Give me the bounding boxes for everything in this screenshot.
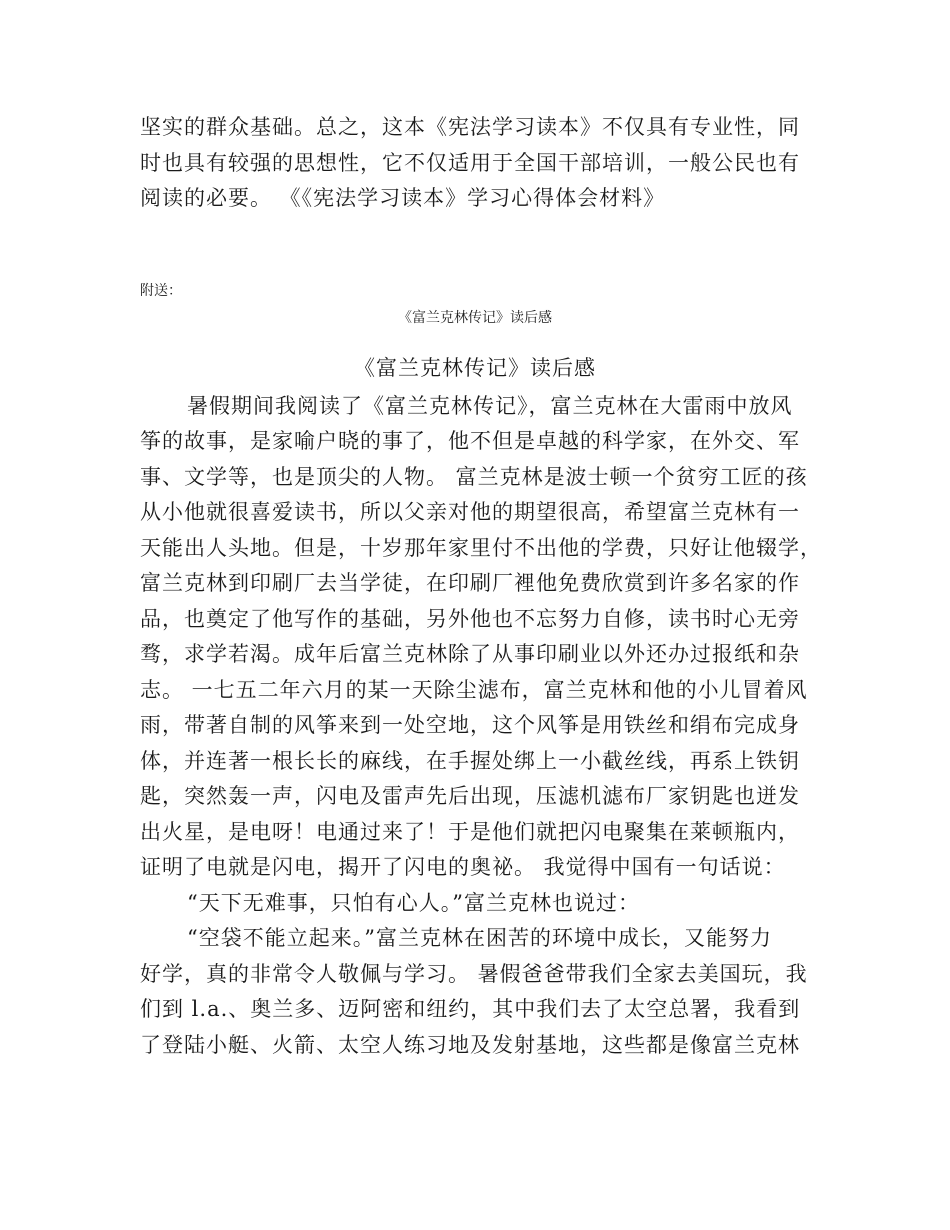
essay-line-9: 志。 一七五二年六月的某一天除尘滤布，富兰克林和他的小儿冒着风 <box>140 678 808 702</box>
essay-line-6: 富兰克林到印刷厂去当学徒，在印刷厂裡他免费欣赏到许多名家的作 <box>140 571 800 595</box>
essay-line-3: 事、文学等，也是顶尖的人物。 富兰克林是波士顿一个贫穷工匠的孩 <box>140 465 808 489</box>
top-paragraph-line-1: 坚实的群众基础。总之，这本《宪法学习读本》不仅具有专业性，同 <box>140 115 800 139</box>
appendix-label: 附送： <box>140 283 182 299</box>
essay-line-18: 们到 l.a.、奥兰多、迈阿密和纽约，其中我们去了太空总署，我看到 <box>140 997 801 1021</box>
essay-line-17: 好学，真的非常令人敬佩与学习。 暑假爸爸带我们全家去美国玩，我 <box>140 962 808 986</box>
essay-line-2: 筝的故事，是家喻户晓的事了，他不但是卓越的科学家，在外交、军 <box>140 429 800 453</box>
essay-line-12: 匙，突然轰一声，闪电及雷声先后出现，压滤机滤布厂家钥匙也迸发 <box>140 784 800 808</box>
small-title: 《富兰克林传记》读后感 <box>398 310 552 326</box>
top-paragraph-line-3: 阅读的必要。 《《宪法学习读本》学习心得体会材料》 <box>140 186 666 210</box>
essay-line-10: 雨，带著自制的风筝来到一处空地，这个风筝是用铁丝和绢布完成身 <box>140 713 800 737</box>
essay-line-8: 骛，求学若渴。成年后富兰克林除了从事印刷业以外还办过报纸和杂 <box>140 642 800 666</box>
essay-line-4: 从小他就很喜爱读书，所以父亲对他的期望很高，希望富兰克林有一 <box>140 500 800 524</box>
essay-title: 《富兰克林传记》读后感 <box>354 356 596 380</box>
essay-line-14: 证明了电就是闪电，揭开了闪电的奥祕。 我觉得中国有一句话说： <box>140 855 786 879</box>
essay-line-1: 暑假期间我阅读了《富兰克林传记》，富兰克林在大雷雨中放风 <box>187 394 793 418</box>
essay-line-15: “天下无难事，只怕有心人。”富兰克林也说过： <box>187 891 640 915</box>
essay-line-7: 品，也奠定了他写作的基础，另外他也不忘努力自修，读书时心无旁 <box>140 607 800 631</box>
top-paragraph-line-2: 时也具有较强的思想性，它不仅适用于全国干部培训，一般公民也有 <box>140 151 800 175</box>
essay-line-5: 天能出人头地。但是，十岁那年家里付不出他的学费，只好让他辍学， <box>140 536 822 560</box>
essay-line-13: 出火星，是电呀！电通过来了！于是他们就把闪电聚集在莱顿瓶内， <box>140 820 800 844</box>
essay-line-19: 了登陆小艇、火箭、太空人练习地及发射基地，这些都是像富兰克林 <box>140 1033 800 1057</box>
essay-line-16: “空袋不能立起来。”富兰克林在困苦的环境中成长，又能努力 <box>187 926 772 950</box>
essay-line-11: 体，并连著一根长长的麻线，在手握处绑上一小截丝线，再系上铁钥 <box>140 749 800 773</box>
